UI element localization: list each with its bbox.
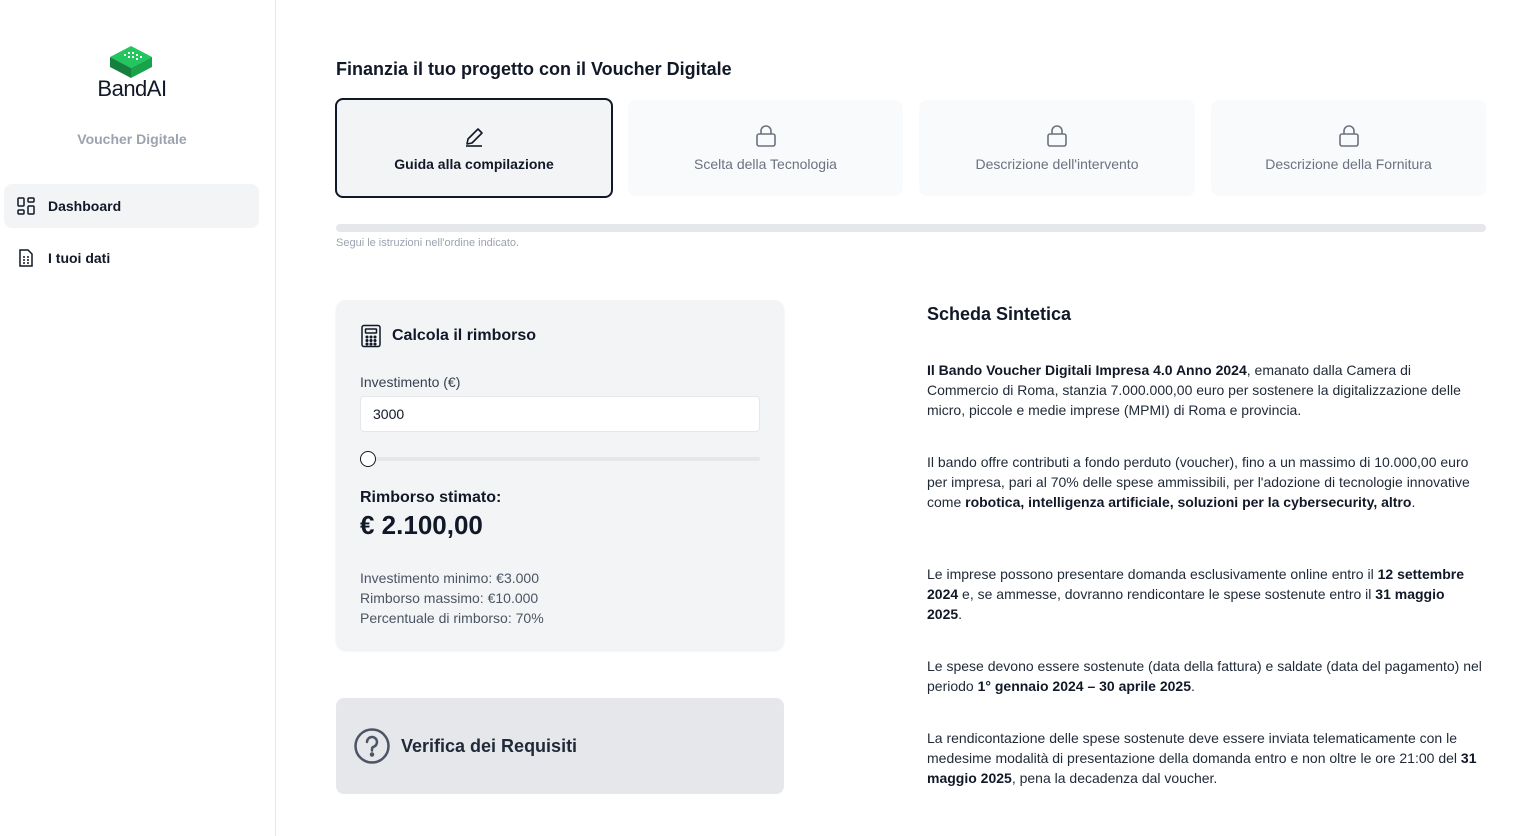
summary-paragraph: [927, 360, 1483, 420]
requirements-check-card[interactable]: [336, 698, 784, 794]
text: .: [1190, 678, 1195, 694]
investment-slider-thumb[interactable]: [360, 451, 376, 467]
question-circle-icon: [353, 727, 391, 765]
max-refund-text: Rimborso massimo: €10.000: [360, 590, 539, 606]
calculator-title: Calcola il rimborso: [392, 327, 537, 344]
text: , pena la decadenza dal voucher.: [1011, 770, 1218, 786]
investment-label: Investimento (€): [360, 374, 461, 390]
text: La rendicontazione delle spese sostenute deve essere inviata telematicamente con le medesime modalità di presentazione della domanda entro e non oltre le ore 21:00 del: [927, 730, 1461, 766]
progress-bar: [336, 224, 1486, 232]
document-icon: [16, 248, 36, 268]
text: , emanato dalla Camera di Commercio di Roma, stanzia 7.000.000,00 euro per sostenere la digitalizzazione delle micro, piccole e medie imprese (MPMI) di Roma e provincia.: [927, 362, 1461, 418]
lock-icon: [1046, 124, 1068, 148]
sidebar: [0, 0, 276, 836]
step-scelta-della-tecnologia[interactable]: [628, 100, 903, 196]
bold-text: 12 settembre 2024: [927, 566, 1464, 602]
investment-slider-track[interactable]: [360, 457, 760, 461]
text: Il bando offre contributi a fondo perduto (voucher), fino a un massimo di 10.000,00 euro per impresa, pari al 70% delle spese ammissibili, per l'adozione di tecnologie innovative come: [927, 454, 1470, 510]
text: Le imprese possono presentare domanda esclusivamente online entro il: [927, 566, 1378, 582]
sidebar-item-dashboard[interactable]: [4, 184, 259, 228]
logo-mark-icon: [106, 44, 156, 80]
pencil-icon: [463, 124, 485, 148]
sidebar-item-label: I tuoi dati: [48, 250, 111, 266]
step-descrizione-fornitura[interactable]: [1211, 100, 1486, 196]
bold-text: 31 maggio 2025: [927, 750, 1477, 786]
summary-title: Scheda Sintetica: [927, 304, 1072, 324]
text: e, se ammesse, dovranno rendicontare le spese sostenute entro il: [958, 586, 1376, 602]
step-label: Descrizione della Fornitura: [1265, 156, 1432, 172]
text: Le spese devono essere sostenute (data della fattura) e saldate (data del pagamento) nel periodo: [927, 658, 1482, 694]
brand-name: BandAI: [97, 76, 167, 101]
calculator-info: [360, 568, 544, 628]
requirements-title: Verifica dei Requisiti: [401, 735, 578, 756]
bold-text: 1° gennaio 2024 – 30 aprile 2025: [977, 678, 1191, 694]
page-title: Finanzia il tuo progetto con il Voucher Digitale: [336, 59, 732, 79]
calculator-header: [360, 324, 536, 348]
sidebar-subtitle: Voucher Digitale: [77, 131, 187, 147]
lock-icon: [755, 124, 777, 148]
refund-percentage-text: Percentuale di rimborso: 70%: [360, 610, 544, 626]
sidebar-item-label: Dashboard: [48, 198, 122, 214]
brand-logo[interactable]: [96, 44, 168, 102]
summary-paragraph: [927, 564, 1483, 624]
bold-text: Il Bando Voucher Digitali Impresa 4.0 Anno 2024: [927, 362, 1247, 378]
step-descrizione-intervento[interactable]: [919, 100, 1195, 196]
estimate-label: Rimborso stimato:: [360, 489, 502, 506]
investment-input[interactable]: [360, 396, 760, 432]
step-label: Guida alla compilazione: [394, 156, 554, 172]
refund-calculator-card: [336, 300, 784, 650]
step-label: Descrizione dell'intervento: [975, 156, 1139, 172]
summary-paragraph: [927, 452, 1483, 512]
bold-text: 31 maggio 2025: [927, 586, 1445, 622]
calculator-icon: [360, 324, 382, 348]
sidebar-item-i-tuoi-dati[interactable]: [4, 236, 259, 280]
summary-paragraph: [927, 656, 1483, 696]
summary-paragraph: [927, 728, 1483, 788]
min-investment-text: Investimento minimo: €3.000: [360, 570, 539, 586]
estimate-value: € 2.100,00: [360, 510, 483, 540]
instructions-hint: Segui le istruzioni nell'ordine indicato.: [336, 237, 520, 249]
dashboard-icon: [16, 196, 36, 216]
lock-icon: [1338, 124, 1360, 148]
bold-text: robotica, intelligenza artificiale, soluzioni per la cybersecurity, altro: [965, 494, 1412, 510]
step-guida-alla-compilazione[interactable]: [335, 98, 613, 198]
text: .: [958, 606, 963, 622]
text: .: [1411, 494, 1416, 510]
step-label: Scelta della Tecnologia: [694, 156, 837, 172]
